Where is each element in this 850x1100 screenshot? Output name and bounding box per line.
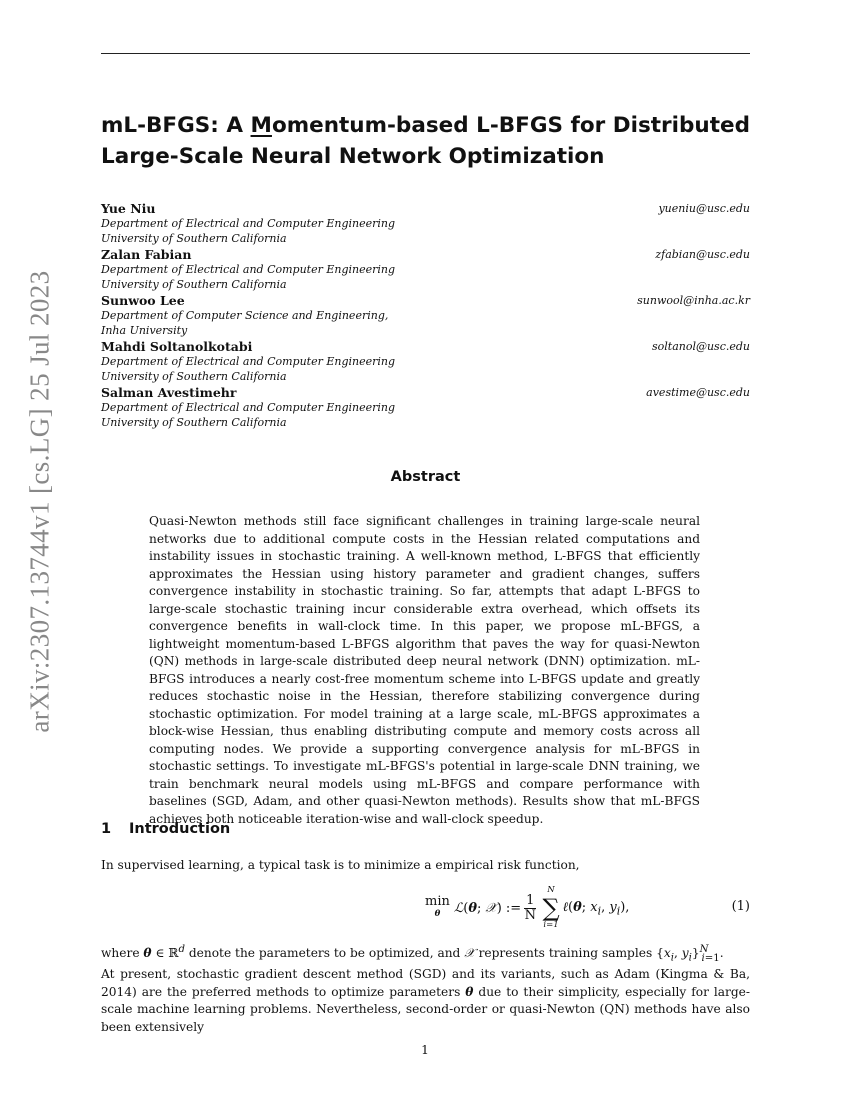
title-word: Distributed bbox=[612, 113, 750, 138]
section-title: Introduction bbox=[129, 821, 231, 837]
sum-upper-limit: N bbox=[547, 885, 555, 895]
intro-paragraph-2: where θ ∈ ℝ$^d$ denote the parameters to be optimized, and 𝒳 represents training samples {$x_i$, $y_i\}^N_{i=1}$. bbox=[101, 944, 724, 964]
title-line-2: Large-Scale Neural Network Optimization bbox=[101, 144, 605, 169]
section-heading bbox=[101, 821, 230, 837]
arxiv-identifier-text: arXiv:2307.13744v1 [cs.LG] 25 Jul 2023 bbox=[24, 269, 55, 733]
min-subscript: θ bbox=[434, 909, 441, 919]
author-department: Department of Computer Science and Engineering, bbox=[101, 309, 389, 322]
abstract-heading: Abstract bbox=[390, 469, 461, 485]
author-university: University of Southern California bbox=[101, 370, 287, 383]
author-department: Department of Electrical and Computer Engineering bbox=[101, 263, 396, 276]
author-block bbox=[101, 385, 750, 430]
equation-body bbox=[425, 884, 629, 932]
page-number: 1 bbox=[421, 1043, 429, 1057]
paper-title bbox=[101, 110, 750, 172]
sigma-symbol: ∑ bbox=[542, 894, 560, 922]
intro-paragraph-1: In supervised learning, a typical task is to minimize a empirical risk function, bbox=[101, 858, 580, 872]
author-university: Inha University bbox=[101, 324, 188, 337]
fraction bbox=[524, 894, 536, 923]
author-university: University of Southern California bbox=[101, 232, 287, 245]
intro-paragraph-3: At present, stochastic gradient descent method (SGD) and its variants, such as Adam (Kingma & Ba, 2014) are the preferred methods to optimize parameters θ due to their simplicity, especially for large-scale machine learning problems. Nevertheless, second-order or quasi-Newton (QN) methods have also been extensively bbox=[101, 967, 751, 1034]
author-name: Yue Niu bbox=[101, 201, 156, 216]
author-name: Sunwoo Lee bbox=[101, 293, 185, 308]
author-email[interactable]: yueniu@usc.edu bbox=[658, 202, 750, 215]
author-name: Zalan Fabian bbox=[101, 247, 192, 262]
title-line-1 bbox=[101, 110, 750, 141]
top-rule bbox=[101, 53, 750, 54]
sum-lower-limit: i=1 bbox=[543, 920, 559, 930]
min-operator bbox=[425, 896, 450, 920]
author-department: Department of Electrical and Computer Engineering bbox=[101, 401, 396, 414]
abstract-text: Quasi-Newton methods still face significant challenges in training large-scale neural networks due to additional compute costs in the Hessian related computations and instability issues in stochastic training. A well-known method, L-BFGS that efficiently approximates the Hessian using history parameter and gradient changes, suffers convergence instability in stochastic training. So far, attempts that adapt L-BFGS to large-scale stochastic training incur considerable extra overhead, which offsets its convergence benefits in wall-clock time. In this paper, we propose mL-BFGS, a lightweight momentum-based L-BFGS algorithm that paves the way for quasi-Newton (QN) methods in large-scale distributed deep neural network (DNN) optimization. mL-BFGS introduces a nearly cost-free momentum scheme into L-BFGS update and greatly reduces stochastic noise in the Hessian, therefore stabilizing convergence during stochastic optimization. For model training at a large scale, mL-BFGS approximates a block-wise Hessian, thus enabling distributing compute and memory costs across all computing nodes. We provide a supporting convergence analysis for mL-BFGS in stochastic settings. To investigate mL-BFGS's potential in large-scale DNN training, we train benchmark neural models using mL-BFGS and compare performance with baselines (SGD, Adam, and other quasi-Newton methods). Results show that mL-BFGS achieves both noticeable iteration-wise and wall-clock speedup. bbox=[149, 514, 700, 826]
fraction-denominator: N bbox=[524, 907, 536, 923]
section-number: 1 bbox=[101, 821, 112, 837]
arxiv-identifier bbox=[24, 269, 56, 733]
author-university: University of Southern California bbox=[101, 416, 287, 429]
author-list bbox=[101, 201, 750, 431]
author-email[interactable]: zfabian@usc.edu bbox=[655, 248, 750, 261]
author-email[interactable]: avestime@usc.edu bbox=[646, 386, 750, 399]
summation bbox=[542, 885, 559, 931]
equation-lhs: ℒ(θ; 𝒳) := bbox=[453, 900, 522, 916]
author-block bbox=[101, 339, 750, 384]
equation-number: (1) bbox=[731, 899, 750, 914]
author-block bbox=[101, 201, 750, 246]
author-department: Department of Electrical and Computer Engineering bbox=[101, 217, 396, 230]
min-label: min bbox=[425, 894, 450, 909]
title-word: L-BFGS bbox=[476, 113, 563, 138]
author-email[interactable]: sunwool@inha.ac.kr bbox=[637, 294, 750, 307]
author-email[interactable]: soltanol@usc.edu bbox=[651, 340, 750, 353]
author-name: Salman Avestimehr bbox=[101, 385, 237, 400]
equation-1 bbox=[101, 884, 750, 932]
equation-rhs: ℓ(θ; $x_i$, $y_i$), bbox=[562, 899, 630, 918]
title-word: A bbox=[226, 113, 244, 138]
author-name: Mahdi Soltanolkotabi bbox=[101, 339, 253, 354]
author-department: Department of Electrical and Computer Engineering bbox=[101, 355, 396, 368]
fraction-numerator: 1 bbox=[526, 892, 535, 908]
title-word-momentum: Momentum-based bbox=[250, 113, 469, 138]
title-word: for bbox=[570, 113, 606, 138]
author-block bbox=[101, 247, 750, 292]
title-word: mL-BFGS: bbox=[101, 113, 219, 138]
author-block bbox=[101, 293, 750, 338]
author-university: University of Southern California bbox=[101, 278, 287, 291]
